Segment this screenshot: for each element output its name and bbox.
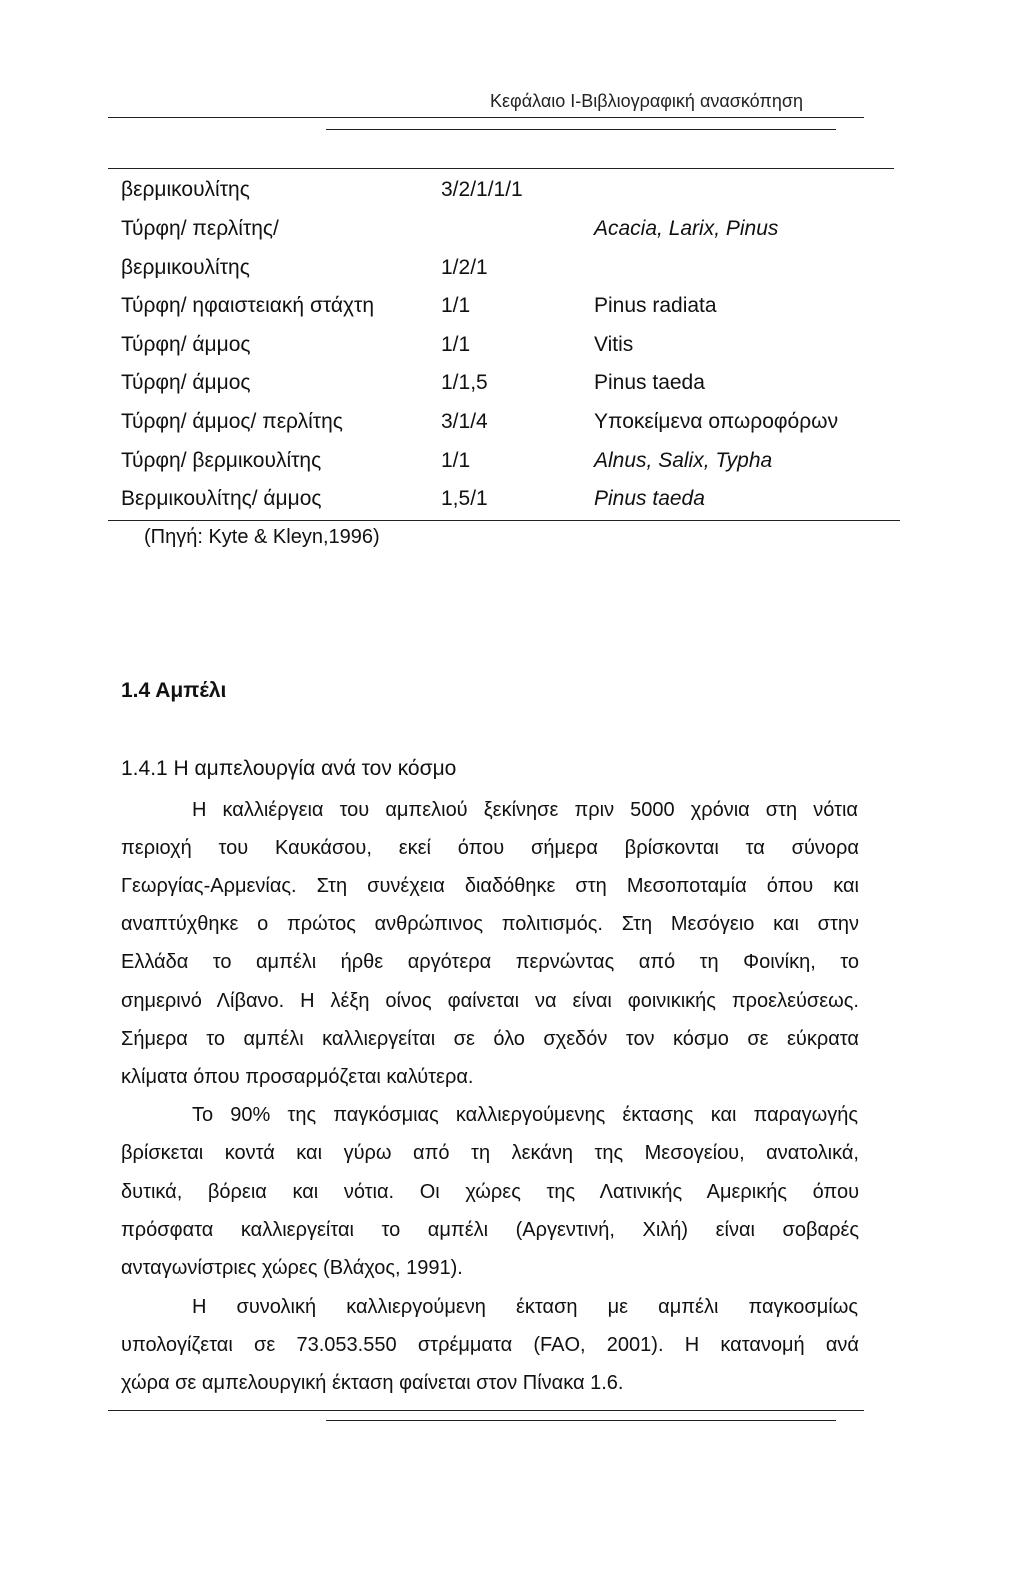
table-bottom-rule (108, 520, 900, 521)
medium-cell: Τύρφη/ βερμικουλίτης (121, 449, 322, 472)
ratio-cell: 1/1,5 (441, 371, 488, 394)
paragraph-line: Η καλλιέργεια του αμπελιού ξεκίνησε πριν 5000 χρόνια στη νότια (192, 799, 858, 821)
ratio-cell: 3/1/4 (441, 410, 488, 433)
table-row (0, 333, 1024, 365)
medium-cell: Τύρφη/ περλίτης/ (121, 217, 279, 240)
paragraph-line: αναπτύχθηκε ο πρώτος ανθρώπινος πολιτισμός. Στη Μεσόγειο και στην (121, 913, 859, 935)
plant-cell: Pinus taeda (594, 371, 705, 394)
plant-cell: Acacia, Larix, Pinus (594, 217, 779, 240)
ratio-cell: 1/1 (441, 333, 471, 356)
subsection-heading: 1.4.1 Η αμπελουργία ανά τον κόσμο (121, 757, 457, 780)
table-row (0, 371, 1024, 403)
ratio-cell: 3/2/1/1/1 (441, 178, 523, 201)
medium-cell: Τύρφη/ άμμος (121, 333, 251, 356)
paragraph-line: σημερινό Λίβανο. Η λέξη οίνος φαίνεται να είναι φοινικικής προελεύσεως. (121, 990, 859, 1012)
table-top-rule (108, 168, 894, 169)
paragraph-line: ανταγωνίστριες χώρες (Βλάχος, 1991). (121, 1257, 463, 1279)
table-row (0, 217, 1024, 249)
paragraph-line: χώρα σε αμπελουργική έκταση φαίνεται στον Πίνακα 1.6. (121, 1372, 624, 1394)
table-source: (Πηγή: Kyte & Kleyn,1996) (144, 526, 380, 548)
footer-rule (108, 1410, 864, 1411)
paragraph-line: βρίσκεται κοντά και γύρω από τη λεκάνη της Μεσογείου, ανατολικά, (121, 1142, 859, 1164)
ratio-cell: 1/1 (441, 294, 471, 317)
medium-cell: βερμικουλίτης (121, 178, 250, 201)
paragraph-line: Το 90% της παγκόσμιας καλλιεργούμενης έκτασης και παραγωγής (192, 1104, 858, 1126)
table-row (0, 449, 1024, 481)
paragraph-line: Ελλάδα το αμπέλι ήρθε αργότερα περνώντας από τη Φοινίκη, το (121, 951, 859, 973)
plant-cell: Pinus radiata (594, 294, 717, 317)
medium-cell: βερμικουλίτης (121, 256, 250, 279)
table-row (0, 487, 1024, 519)
paragraph-line: Σήμερα το αμπέλι καλλιεργείται σε όλο σχεδόν τον κόσμο σε εύκρατα (121, 1028, 859, 1050)
paragraph-line: Γεωργίας-Αρμενίας. Στη συνέχεια διαδόθηκε στη Μεσοποταμία όπου και (121, 875, 859, 897)
plant-cell: Υποκείμενα οπωροφόρων (594, 410, 839, 433)
footer-rule-short (326, 1420, 836, 1421)
ratio-cell: 1/2/1 (441, 256, 488, 279)
section-heading: 1.4 Αμπέλι (121, 679, 227, 702)
header-rule (108, 117, 864, 118)
ratio-cell: 1,5/1 (441, 487, 488, 510)
running-header: Κεφάλαιο Ι-Βιβλιογραφική ανασκόπηση (490, 91, 803, 111)
table-row (0, 410, 1024, 442)
paragraph-line: περιοχή του Καυκάσου, εκεί όπου σήμερα βρίσκονται τα σύνορα (121, 837, 859, 859)
paragraph-line: υπολογίζεται σε 73.053.550 στρέμματα (FAO, 2001). Η κατανομή ανά (121, 1334, 859, 1356)
plant-cell: Alnus, Salix, Typha (594, 449, 773, 472)
medium-cell: Τύρφη/ άμμος/ περλίτης (121, 410, 343, 433)
paragraph-line: πρόσφατα καλλιεργείται το αμπέλι (Αργεντινή, Χιλή) είναι σοβαρές (121, 1219, 859, 1241)
plant-cell: Vitis (594, 333, 634, 356)
ratio-cell: 1/1 (441, 449, 471, 472)
table-row (0, 178, 1024, 210)
plant-cell: Pinus taeda (594, 487, 705, 510)
medium-cell: Βερμικουλίτης/ άμμος (121, 487, 322, 510)
medium-cell: Τύρφη/ ηφαιστειακή στάχτη (121, 294, 375, 317)
paragraph-line: Η συνολική καλλιεργούμενη έκταση με αμπέλι παγκοσμίως (192, 1296, 858, 1318)
paragraph-line: κλίματα όπου προσαρμόζεται καλύτερα. (121, 1066, 474, 1088)
header-rule-short (326, 129, 836, 130)
medium-cell: Τύρφη/ άμμος (121, 371, 251, 394)
paragraph-line: δυτικά, βόρεια και νότια. Οι χώρες της Λατινικής Αμερικής όπου (121, 1181, 859, 1203)
table-row (0, 294, 1024, 326)
table-row (0, 256, 1024, 288)
